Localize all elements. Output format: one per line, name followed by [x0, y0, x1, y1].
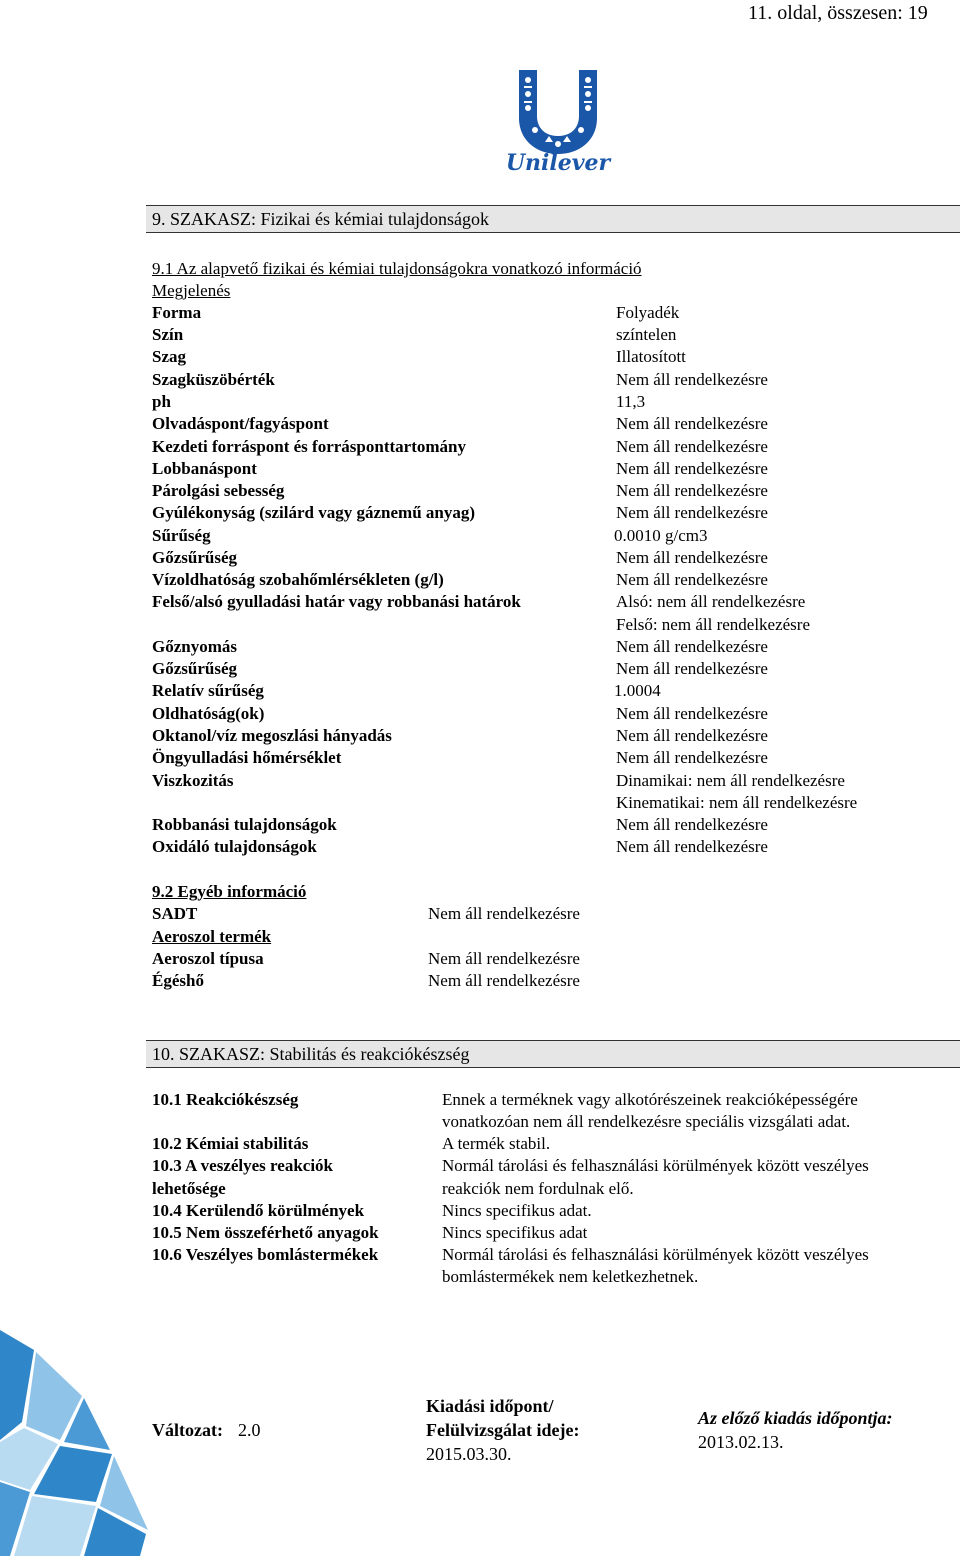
property-label: Oktanol/víz megoszlási hányadás [152, 726, 392, 745]
table-row [152, 815, 932, 837]
stability-value: Nincs specifikus adat [442, 1223, 588, 1242]
table-row [152, 771, 932, 815]
property-value: Nem áll rendelkezésre [616, 748, 768, 767]
table-row [152, 303, 932, 325]
property-label: Olvadáspont/fagyáspont [152, 414, 329, 433]
table-row [152, 681, 932, 703]
stability-label: 10.4 Kerülendő körülmények [152, 1201, 365, 1220]
property-value: Nem áll rendelkezésre [616, 414, 768, 433]
property-value: Nem áll rendelkezésre [616, 704, 768, 723]
table-row [152, 526, 932, 548]
previous-issue-label: Az előző kiadás időpontja: [698, 1408, 893, 1428]
section-10-title: 10. SZAKASZ: Stabilitás és reakciókészség [152, 1044, 470, 1064]
property-value: Nem áll rendelkezésre [616, 548, 768, 567]
property-value: Nem áll rendelkezésre [616, 659, 768, 678]
issue-date-value: 2015.03.30. [426, 1444, 512, 1464]
property-label: Szagküszöbérték [152, 370, 275, 389]
property-label: Oldhatóság(ok) [152, 704, 265, 723]
table-row [152, 837, 932, 859]
property-value: Nem áll rendelkezésre [616, 437, 768, 456]
table-row [152, 726, 932, 748]
property-label: Lobbanáspont [152, 459, 257, 478]
table-row [152, 414, 932, 436]
other-info-label: Aeroszol termék [152, 927, 272, 946]
property-value: Nem áll rendelkezésre [616, 459, 768, 478]
property-value: Nem áll rendelkezésre [616, 637, 768, 656]
issue-date-label: Kiadási időpont/ [426, 1396, 554, 1416]
page-number: 11. oldal, összesen: 19 [748, 2, 928, 24]
property-label: Kezdeti forráspont és forrásponttartomány [152, 437, 466, 456]
other-info-label: Aeroszol típusa [152, 949, 264, 968]
property-label: Szín [152, 325, 184, 344]
stability-value: Normál tárolási és felhasználási körülmények között veszélyes [442, 1245, 869, 1264]
property-label: Forma [152, 303, 202, 322]
property-value: 1.0004 [614, 681, 661, 700]
stability-label: 10.5 Nem összeférhető anyagok [152, 1223, 379, 1242]
table-row [152, 503, 932, 525]
property-value: Nem áll rendelkezésre [616, 503, 768, 522]
previous-issue-date: 2013.02.13. [698, 1432, 784, 1452]
other-info-label: Égéshő [152, 971, 204, 990]
stability-label-cont: lehetősége [152, 1179, 226, 1198]
stability-value-cont: bomlástermékek nem keletkezhetnek. [442, 1267, 699, 1286]
table-row [152, 704, 932, 726]
table-row [152, 459, 932, 481]
property-value: Dinamikai: nem áll rendelkezésre [616, 771, 845, 790]
table-row [152, 370, 932, 392]
property-label: Relatív sűrűség [152, 681, 264, 700]
stability-value: Nincs specifikus adat. [442, 1201, 592, 1220]
version-label: Változat: [152, 1420, 223, 1440]
property-label: Párolgási sebesség [152, 481, 285, 500]
property-label: Gőzsűrűség [152, 548, 237, 567]
subsection-9-2-title: 9.2 Egyéb információ [152, 882, 307, 901]
subsection-9-1-title: 9.1 Az alapvető fizikai és kémiai tulajdonságokra vonatkozó információ [152, 259, 642, 278]
appearance-heading: Megjelenés [152, 281, 231, 300]
section-10-header [146, 1040, 960, 1068]
table-row [152, 548, 932, 570]
table-row [152, 748, 932, 770]
property-value: 0.0010 g/cm3 [614, 526, 708, 545]
property-value: Nem áll rendelkezésre [616, 837, 768, 856]
stability-value: Normál tárolási és felhasználási körülmények között veszélyes [442, 1156, 869, 1175]
stability-label: 10.2 Kémiai stabilitás [152, 1134, 309, 1153]
table-row [152, 437, 932, 459]
stability-value-cont: vonatkozóan nem áll rendelkezésre speciális vizsgálati adat. [442, 1112, 851, 1131]
footer-decoration [0, 1330, 150, 1556]
property-label: Öngyulladási hőmérséklet [152, 748, 342, 767]
property-value: Nem áll rendelkezésre [616, 815, 768, 834]
other-info-value: Nem áll rendelkezésre [428, 971, 580, 990]
property-label: Gyúlékonyság (szilárd vagy gáznemű anyag) [152, 503, 476, 522]
version-value: 2.0 [238, 1420, 261, 1440]
property-value: Folyadék [616, 303, 680, 322]
property-label: Gőznyomás [152, 637, 237, 656]
table-row [152, 481, 932, 503]
property-value: Illatosított [616, 347, 686, 366]
property-label: ph [152, 392, 171, 411]
stability-label: 10.3 A veszélyes reakciók [152, 1156, 333, 1175]
unilever-wordmark: Unilever [505, 150, 611, 176]
stability-value-cont: reakciók nem fordulnak elő. [442, 1179, 634, 1198]
stability-value: A termék stabil. [442, 1134, 551, 1153]
property-value: 11,3 [616, 392, 646, 411]
review-date-label: Felülvizsgálat ideje: [426, 1420, 580, 1440]
table-row [152, 659, 932, 681]
table-row [152, 592, 932, 636]
table-row [152, 325, 932, 347]
property-value-secondary: Kinematikai: nem áll rendelkezésre [616, 793, 858, 812]
property-label: Gőzsűrűség [152, 659, 237, 678]
table-row [152, 570, 932, 592]
other-info-value: Nem áll rendelkezésre [428, 904, 580, 923]
property-label: Szag [152, 347, 186, 366]
table-row [152, 392, 932, 414]
table-row [152, 347, 932, 369]
property-value: Alsó: nem áll rendelkezésre [616, 592, 806, 611]
property-label: Vízoldhatóság szobahőmlérsékleten (g/l) [152, 570, 444, 589]
property-value: színtelen [616, 325, 677, 344]
property-value: Nem áll rendelkezésre [616, 370, 768, 389]
property-label: Robbanási tulajdonságok [152, 815, 337, 834]
other-info-label: SADT [152, 904, 198, 923]
property-value-secondary: Felső: nem áll rendelkezésre [616, 615, 811, 634]
property-label: Viszkozitás [152, 771, 234, 790]
property-value: Nem áll rendelkezésre [616, 481, 768, 500]
stability-label: 10.1 Reakciókészség [152, 1090, 299, 1109]
unilever-logo [505, 64, 611, 184]
property-label: Oxidáló tulajdonságok [152, 837, 317, 856]
property-label: Sűrűség [152, 526, 211, 545]
table-row [152, 637, 932, 659]
stability-value: Ennek a terméknek vagy alkotórészeinek reakcióképességére [442, 1090, 858, 1109]
section-9-header [146, 205, 960, 233]
other-info-value: Nem áll rendelkezésre [428, 949, 580, 968]
geometric-shapes-icon [0, 1330, 150, 1556]
property-value: Nem áll rendelkezésre [616, 726, 768, 745]
property-value: Nem áll rendelkezésre [616, 570, 768, 589]
section-9-title: 9. SZAKASZ: Fizikai és kémiai tulajdonságok [152, 209, 489, 229]
stability-label: 10.6 Veszélyes bomlástermékek [152, 1245, 379, 1264]
property-label: Felső/alsó gyulladási határ vagy robbanási határok [152, 592, 521, 611]
